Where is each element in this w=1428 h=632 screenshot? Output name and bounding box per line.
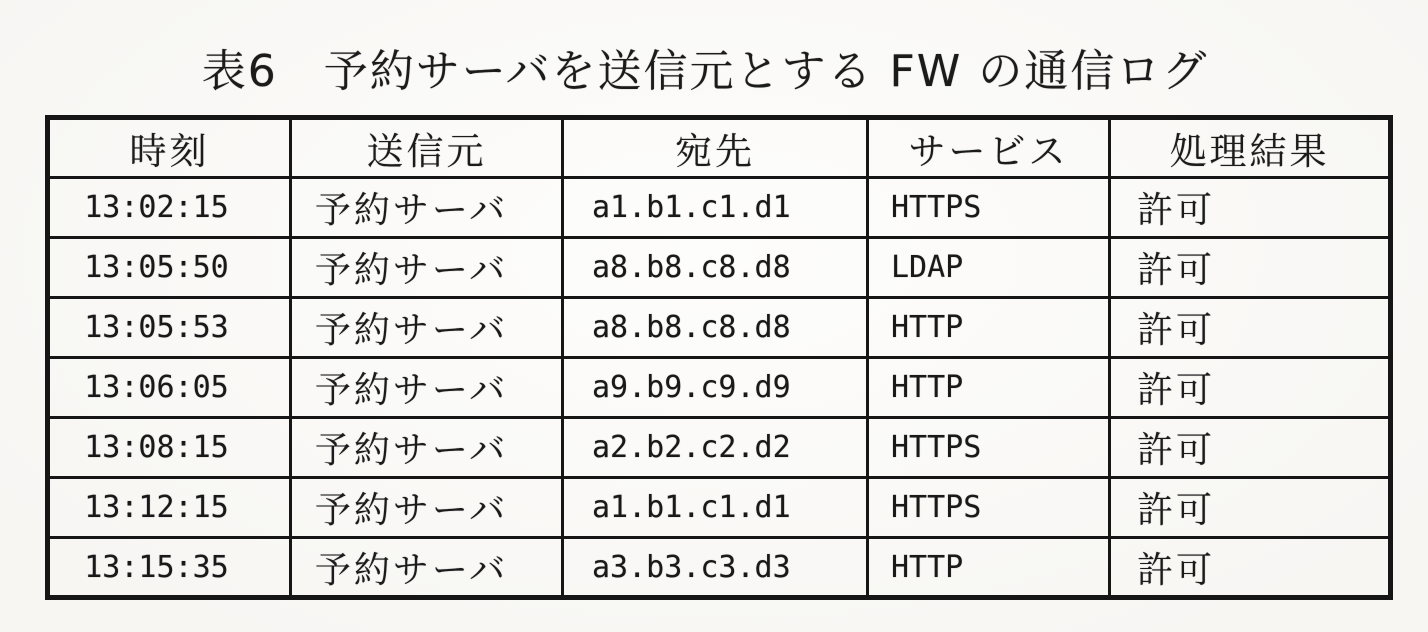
cell-destination: a8.b8.c8.d8 <box>563 298 868 358</box>
column-header-time: 時刻 <box>48 118 291 178</box>
column-header-destination: 宛先 <box>563 118 868 178</box>
cell-result: 許可 <box>1110 538 1391 598</box>
cell-result: 許可 <box>1110 418 1391 478</box>
column-header-result: 処理結果 <box>1110 118 1391 178</box>
cell-service: HTTPS <box>868 178 1110 238</box>
log-table-row <box>48 478 1391 538</box>
cell-service: HTTP <box>868 298 1110 358</box>
cell-result: 許可 <box>1110 178 1391 238</box>
cell-service: LDAP <box>868 238 1110 298</box>
cell-time: 13:05:50 <box>48 238 291 298</box>
cell-result: 許可 <box>1110 298 1391 358</box>
column-header-source: 送信元 <box>291 118 563 178</box>
cell-result: 許可 <box>1110 238 1391 298</box>
cell-destination: a1.b1.c1.d1 <box>563 478 868 538</box>
cell-result: 許可 <box>1110 358 1391 418</box>
cell-service: HTTP <box>868 358 1110 418</box>
log-table-row <box>48 238 1391 298</box>
cell-service: HTTPS <box>868 478 1110 538</box>
cell-service: HTTP <box>868 538 1110 598</box>
cell-time: 13:06:05 <box>48 358 291 418</box>
cell-service: HTTPS <box>868 418 1110 478</box>
cell-destination: a8.b8.c8.d8 <box>563 238 868 298</box>
cell-source: 予約サーバ <box>291 178 563 238</box>
log-table-row <box>48 178 1391 238</box>
cell-time: 13:05:53 <box>48 298 291 358</box>
log-table-row <box>48 538 1391 598</box>
cell-time: 13:02:15 <box>48 178 291 238</box>
cell-time: 13:12:15 <box>48 478 291 538</box>
cell-source: 予約サーバ <box>291 478 563 538</box>
table-caption: 表6 予約サーバを送信元とする FW の通信ログ <box>201 46 1209 97</box>
cell-source: 予約サーバ <box>291 358 563 418</box>
cell-destination: a2.b2.c2.d2 <box>563 418 868 478</box>
cell-result: 許可 <box>1110 478 1391 538</box>
cell-time: 13:08:15 <box>48 418 291 478</box>
cell-source: 予約サーバ <box>291 238 563 298</box>
cell-source: 予約サーバ <box>291 538 563 598</box>
log-table-row <box>48 298 1391 358</box>
table-header-row <box>48 118 1391 178</box>
cell-destination: a3.b3.c3.d3 <box>563 538 868 598</box>
log-table-row <box>48 358 1391 418</box>
column-header-service: サービス <box>868 118 1110 178</box>
log-table-row <box>48 418 1391 478</box>
cell-source: 予約サーバ <box>291 298 563 358</box>
cell-source: 予約サーバ <box>291 418 563 478</box>
cell-time: 13:15:35 <box>48 538 291 598</box>
cell-destination: a9.b9.c9.d9 <box>563 358 868 418</box>
fw-log-table <box>45 115 1393 600</box>
cell-destination: a1.b1.c1.d1 <box>563 178 868 238</box>
